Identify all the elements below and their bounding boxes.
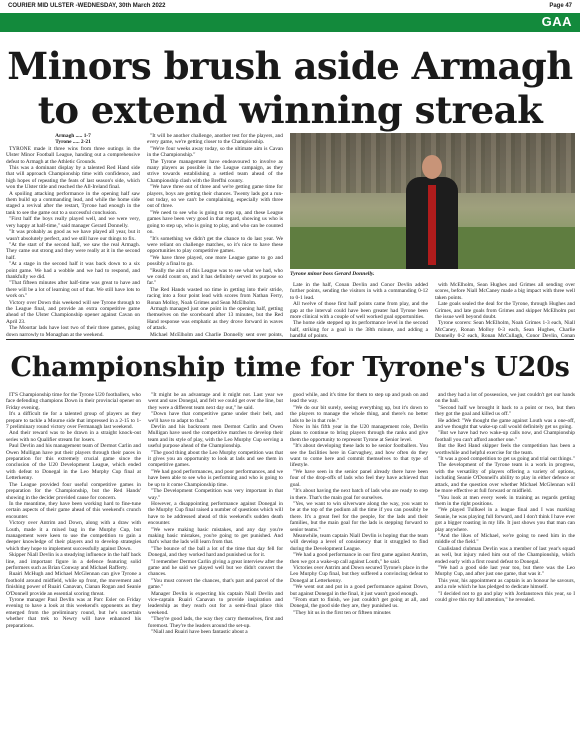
paragraph: "We have three out of three and we're getting game time for players, boys are getting their chances. Twenty lads got a run-out today, so we can't be complaining, especially with three out of three.: [147, 184, 283, 210]
story1-col4-body: [435, 282, 575, 338]
paragraph: "That fifteen minutes after half-time was great to have and there will be a lot of learning out of that. We still have lots to work on.": [6, 280, 140, 300]
paragraph: "Niall and Ruairi have been fantastic about a: [151, 629, 248, 636]
paragraph: "At a stage in the second half it was back down to a six point game. We had a wobble and we had to respond, and thankfully we did.: [6, 261, 140, 280]
paragraph: "They hit us in the first ten or fifteen minutes: [293, 609, 391, 616]
paragraph: But the Red Hand skipper feels the competition has been a worthwhile and helpful exercise for the team.: [435, 443, 575, 456]
paragraph: It's a difficult tie for a talented group of players as they prepare to tackle a Mourne side that impressed in a 2-15 to 1-7 preliminary round victory over Fermanagh last weekend.: [6, 411, 141, 431]
page-number: Page 47: [549, 3, 572, 9]
paragraph: with McElholm, Sean Hughes and Grimes all sending over scores, before Niall McCaney made a big impact with three well taken points.: [435, 282, 575, 301]
paragraph: The home side stepped up its performance level in the second half, striking for a goal in the 38th minute, and adding a handful of points.: [290, 320, 428, 338]
story-divider: [6, 339, 574, 340]
story2-col4-body: [435, 392, 575, 603]
paragraph: Victories over Antrim and Down secured Tyrone's place in the Leo Murphy Cup final, but they suffered a convincing defeat to Donegal at Letterkenny.: [290, 564, 428, 584]
score-line-armagh: Armagh ..... 1-7: [55, 133, 91, 139]
page-header: [0, 0, 580, 12]
paragraph: "We played Tullkeel in a league final and I was marking Seanie, he was playing full forward, and I don't think I have ever got a bigger roasting in my life. It just shows you that man can play anywhere.: [435, 507, 575, 533]
paragraph: "You look at men every week in training as regards getting them in the right positions.: [435, 494, 575, 507]
paragraph: However, a disappointing performance against Donegal in the Murphy Cup final raised a number of questions which will have to be addressed ahead of this weekend's sudden death encounter.: [148, 500, 283, 527]
paragraph: Victory over Down this weekend will see Tyrone through to the League final, and provide an extra competitive game ahead of the Ulster Championship opener against Cavan on April 23.: [6, 299, 140, 325]
paragraph: Coalisland clubman Devlin was a member of last year's squad as well, but injury ruled him out of the Championship, which ended early with a first round defeat to Donegal.: [435, 545, 575, 565]
paragraph: He added: "We thought the game against Louth was a one-off, and we thought that wake-up call would definitely get us going.: [435, 417, 575, 431]
paragraph: "You must convert the chances, that's part and parcel of the game.": [148, 577, 283, 591]
paragraph: "From start to finish, we just couldn't get going at all, and Donegal, the good side they are, they punished us.: [290, 597, 428, 610]
paragraph: "First half the boys really played well, and we were very, very happy at half-time," said manager Gerard Donnelly.: [6, 216, 140, 229]
story1-headline: Minors brush aside Armagh to extend winning streak: [7, 44, 573, 132]
paragraph: Meanwhile, team captain Niall Devlin is hoping that the team will develop a level of consistency that it struggled to find during the Development League.: [290, 532, 428, 552]
paragraph: "It's about developing these lads to be senior footballers. You see the facilities here in Garvaghey, and how often do they want to come here and commit themselves to that type of lifestyle.: [290, 443, 428, 469]
story1-col1-body: [6, 146, 140, 337]
paragraph: The League provided four useful competitive games in preparation for the Championship, but the Red Hands' showing in the decider provided cause for concern.: [6, 481, 141, 501]
manager-photo: [290, 133, 575, 269]
paragraph: Paul Devlin and his management team of Dermot Carlin and Owen Mulligan have put their players through their paces in preparation for this extremely crucial game since the conclusion of the U20 Development League, which ended with defeat to Donegal in the Leo Murphy Cup final at Letterkenny.: [6, 443, 141, 482]
photo-caption: Tyrone minor boss Gerard Donnelly.: [290, 271, 375, 277]
paragraph: Ruairi McHugh and Michael McGlennan can give Tyrone a foothold around midfield, while up front, the movement and finishing power of Ruairi Canavan, Cianan Rogan and Seanie O'Donnell provide an essential scoring threat.: [6, 571, 141, 597]
paragraph: The Red Hands wasted no time in getting into their stride, racing into a four point lead with scores from Nathan Ferry, Ronan Molloy, Noah Grimes and Sean McElholm.: [147, 286, 283, 306]
paragraph: "But we have had two wake-up calls now, and Championship football you can't afford another one.": [435, 430, 575, 443]
story2-col1-body: [6, 392, 141, 629]
story2-column-4: [435, 392, 575, 732]
story2-headline: Championship time for Tyrone's U20s: [10, 352, 570, 383]
paragraph: Devlin and his backroom men Dermot Carlin and Owen Mulligan have used the competitive matches to develop their team and its style of play, with the Leo Murphy Cup serving a useful purpose ahead of the Championship.: [148, 424, 283, 450]
paragraph: This year, his appointment as captain is an honour he savours, and a role which he has pledged to dedicate himself.: [435, 577, 575, 591]
paragraph: Manager Devlin is expecting his captain Niall Devlin and vice-captain Ruairi Canavan to provide inspiration and leadership as they reach out for a semi-final place this weekend.: [148, 590, 283, 616]
paragraph: All twelve of those first half points came from play, and the gap at the interval could have been greater had Tyrone been more clinical with a couple of well worked goal opportunities.: [290, 301, 428, 321]
paragraph: "We went out and put in a good performance against Down, but against Donegal in the final, it just wasn't good enough.: [290, 584, 428, 597]
paragraph: "We need to see who is going to step up, and these League games have been very good in that regard, showing us who is going to step up, who is going to play, and who can be counted on.: [147, 209, 283, 236]
paragraph: Tyrone scorers: Sean McElholm, Noah Grimes 1-3 each, Niall McCaney, Ronan Molloy 0-3 each, Sean Hughes, Charlie Donnelly 0-2 each, Ronan McCullagh, Conor Devlin, Conan: [435, 320, 575, 338]
paragraph: "Second half we brought it back to a point or two, but then they got the goal and killed us off.": [435, 404, 575, 418]
section-bar: [0, 13, 580, 32]
paragraph: "It will be another challenge, another test for the players, and every game, we're getting closer to the Championship.: [147, 133, 283, 146]
paragraph: "I remember Dermot Carlin giving a great interview after the game and he said we played well but we didn't convert the chances.: [148, 558, 283, 578]
paragraph: The development of the Tyrone team is a work in progress, with the versatility of players offering a variety of options, including Seanie O'Donnell's ability to play in either defence or attack, and the question over whether Michael McGlennan will be more effective at full forward or midfield.: [435, 462, 575, 495]
story1-column-3: [290, 282, 428, 338]
story2-column-2: [148, 392, 283, 732]
paragraph: "At the start of the second half, we saw the real Armagh. They came out strong and they were really at it in the second half.: [6, 241, 140, 261]
story1-col3-body: [290, 282, 428, 338]
paragraph: TYRONE made it three wins from three outings in the Ulster Minor Football League, handing out a comprehensive defeat to Armagh at the Athletic Grounds.: [6, 145, 140, 165]
paragraph: "We're four weeks away today, so the ultimate aim is Cavan in the Championship.": [147, 145, 283, 159]
paragraph: "We have seen in the senior panel already there have been four of the drop-offs of lads who feel they have achieved that goal.: [290, 468, 428, 488]
paragraph: "The Development Competition was very important in that way.": [148, 488, 283, 501]
story1-column-2: [147, 133, 283, 337]
paragraph: Michael McElholm and Charlie Donnelly sent over points,: [150, 331, 283, 337]
masthead: COURIER MID ULSTER -WEDNESDAY, 30th March 2022: [8, 3, 166, 9]
paragraph: "We have three played, one more League game to go and possibly a final to go.: [147, 254, 283, 268]
story2-col2-body: [148, 392, 283, 635]
paragraph: And their reward was to be drawn in a straight knock-out series with no Qualifier stream for losers.: [6, 430, 141, 443]
paragraph: "I decided not to go and play with Jordanstown this year, so I could give this my full attention," he revealed.: [435, 590, 575, 603]
paragraph: Skipper Niall Devlin is a steadying influence in the half back line, and important figure in a defence featuring solid performers such as Brian Conway and Michael Rafferty.: [6, 552, 141, 571]
paragraph: "We had a good performance in our first game against Antrim, then we got a wake-up call against Louth," he said.: [290, 552, 428, 565]
paragraph: Late goals sealed the deal for the Tyrone, through Hughes and Grimes, and late goals from Grimes and skipper McElholm put the issue well beyond doubt.: [435, 301, 575, 321]
photo-person: [402, 155, 462, 269]
paragraph: good while, and it's time for them to step up and push on and lead the way.: [290, 392, 428, 405]
story2-column-3: [290, 392, 428, 732]
paragraph: The Tyrone management have endeavoured to involve as many players as possible in the League campaign, as they strive towards establishing a settled team ahead of the Championship clash with the Breffni county.: [147, 158, 283, 184]
paragraph: "We were making basic mistakes, and any day you're making basic mistakes, you're going to get punished. And that's what the lads will learn from that.: [148, 526, 283, 546]
paragraph: "We had good performances, and poor performances, and we have been able to see who is performing and who is going to be up to it come Championship time.: [148, 468, 283, 488]
paragraph: "It's something we didn't get the chance to do last year. We were reliant on challenge matches, so it's nice to have these opportunities to play competitive games.: [147, 235, 283, 255]
paragraph: Now in his fifth year in the U20 management role, Devlin plans to continue to bring players through the ranks and give them the opportunity to represent Tyrone at Senior level.: [290, 424, 428, 443]
paragraph: "It was probably as good as we have played all year, but it wasn't absolutely perfect, and we still have our things to fix.: [6, 229, 140, 242]
paragraph: "Yes, we want to win silverware along the way, you want to be at the top of the podium all the time if you can possibly be there. It's a great feel for the people, for the lads and their families, but the main goal for the lads is stepping forward to senior teams.": [290, 500, 428, 533]
paragraph: "And the likes of Michael, we're going to need him in the middle of the field.": [435, 532, 575, 546]
paragraph: "We do our bit surely, seeing everything up, but it's down to the players to manage the whole thing, and there's no better lads to be in that role.": [290, 404, 428, 424]
story2-column-1: [6, 392, 141, 732]
story2-col3-body: [290, 392, 428, 616]
score-line-tyrone: Tyrone ..... 2-21: [55, 139, 91, 146]
paragraph: A spoiling attacking performance in the opening half saw them build up a commanding lead, and while the home side staged a revival after the restart, Tyrone had enough in the tank to see the game out to a successful conclusion.: [6, 190, 140, 216]
paragraph: Armagh managed just one point in the opening half, getting themselves on the scoreboard after 13 minutes, but the Red Hand response was emphatic as they drove forward in waves of attack.: [147, 305, 283, 332]
paragraph: IT'S Championship time for the Tyrone U20 footballers, who face defending champions Down in their provincial opener on Friday evening.: [6, 392, 141, 411]
paragraph: "The bounce of the ball a lot of the time that day fell for Donegal, and they worked hard and punished us for it.: [148, 545, 283, 559]
story1-column-4: [435, 282, 575, 338]
paragraph: and they had a lot of possession, we just couldn't get our hands on the ball.: [435, 392, 575, 405]
paragraph: In the meantime, they have been working hard to fine-tune certain aspects of their game ahead of this weekend's crunch encounter.: [6, 500, 141, 520]
paragraph: "Down have that competitive game under their belt, and we'll have to adapt to that.": [148, 411, 283, 424]
paragraph: "We had a good side last year too, but there was the Leo Murphy Cup, and after just one game, that was it.": [435, 564, 575, 578]
section-label: GAA: [541, 14, 572, 29]
paragraph: This was a dominant display by a talented Red Hand side that will approach Championship time with confidence, and high hopes of repeating the feats of last season's side, which won the Ulster title and reached the All-Ireland final.: [6, 165, 140, 191]
paragraph: Victory over Antrim and Down, along with a draw with Louth, made it a mixed bag in the Murphy Cup, but management were keen to use the competition to gain a deeper knowledge of their players and to develop strategies which they hope to implement successfully against Down.: [6, 520, 141, 552]
paragraph: "It might be an advantage and it might not. Last year we went and saw Donegal, and felt we could get over the line, but they were a different team next day out," he said.: [148, 392, 283, 411]
paragraph: The Moortar lads have lost two of their three games, going down narrowly to Monaghan at the weekend.: [6, 325, 140, 337]
story1-column-1: [6, 133, 140, 337]
story1-col2-body: [147, 133, 283, 337]
paragraph: Late in the half, Conan Devlin and Conor Devlin added further points, sending the visitors in with a commanding 0-12 to 0-1 lead.: [290, 282, 428, 301]
paragraph: "The good thing about the Leo Murphy competition was that it gives you an opportunity to look at lads and see them in competitive games.: [148, 449, 283, 469]
paragraph: "They're good lads, the way they carry themselves, first and foremost. They're the leaders around the set-up.: [148, 616, 283, 629]
paragraph: "Really the aim of this League was to see what we had, who we could count on, and it has definitely served its purpose so far.": [147, 267, 283, 287]
paragraph: "It's about having the next batch of lads who are ready to step in there. That's the main goal for ourselves.: [290, 488, 428, 501]
paragraph: Tyrone manager Paul Devlin was at Parc Esler on Friday evening to have a look at this weekend's opponents as they emerged from the preliminary round, but he's uncertain whether that trek to Newry will have enhanced his preparations.: [6, 597, 141, 629]
paragraph: "It was a good competition to get us going and trial out things.": [438, 456, 575, 463]
